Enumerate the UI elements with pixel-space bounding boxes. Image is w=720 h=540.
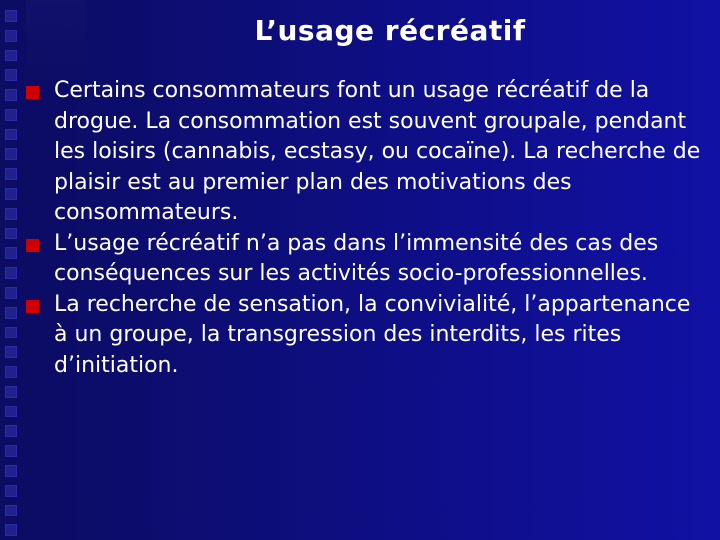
bullet-square-icon <box>26 86 39 99</box>
bullet-square-icon <box>26 239 39 252</box>
bullet-text: L’usage récréatif n’a pas dans l’immensité des cas des conséquences sur les activités socio-professionnelles. <box>54 230 659 286</box>
bullet-item <box>24 229 704 290</box>
slide-title: L’usage récréatif <box>254 14 526 47</box>
bullet-item <box>24 290 704 382</box>
bullet-square-icon <box>26 300 39 313</box>
bullet-text: La recherche de sensation, la convivialité, l’appartenance à un groupe, la transgression des interdits, les rites d’initiation. <box>54 291 691 378</box>
bullet-item <box>24 76 704 229</box>
bullet-text: Certains consommateurs font un usage récréatif de la drogue. La consommation est souvent groupale, pendant les loisirs (cannabis, ecstasy, ou cocaïne). La recherche de plaisir est au premier plan des motivations des consommateurs. <box>54 78 701 225</box>
slide-content <box>24 76 704 381</box>
decorative-left-strip <box>0 0 22 540</box>
